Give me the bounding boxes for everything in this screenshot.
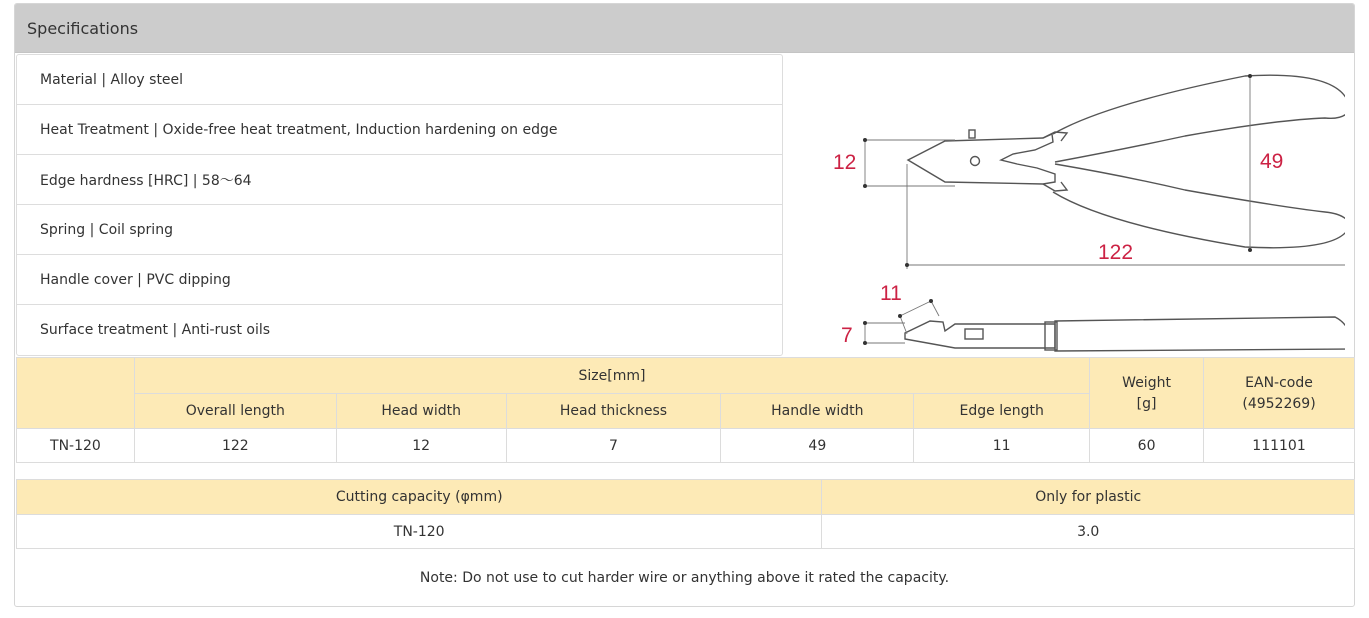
specifications-panel [14, 3, 1355, 607]
cell-head-width: 12 [336, 429, 506, 463]
size-table [16, 357, 1355, 463]
dim-head-width-label: 12 [833, 151, 857, 174]
spec-item-heat-treatment: Heat Treatment | Oxide-free heat treatment, Induction hardening on edge [17, 105, 782, 155]
ean-header-line2: (4952269) [1242, 395, 1316, 412]
size-group-header: Size[mm] [134, 358, 1089, 394]
panel-heading [15, 4, 1354, 53]
dim-handle-width-label: 49 [1260, 150, 1284, 173]
panel-title: Specifications [27, 19, 139, 38]
col-handle-width: Handle width [721, 394, 914, 429]
spec-item-edge-hardness: Edge hardness [HRC] | 58～64 [17, 155, 782, 205]
cell-head-thickness: 7 [506, 429, 721, 463]
capacity-model-cell: TN-120 [17, 515, 822, 549]
ean-header-line1: EAN-code [1245, 374, 1313, 391]
col-overall-length: Overall length [134, 394, 336, 429]
dimension-lines [865, 76, 1345, 343]
capacity-note: Note: Do not use to cut harder wire or anything above it rated the capacity. [419, 570, 950, 586]
cell-overall-length: 122 [134, 429, 336, 463]
model-header [17, 358, 135, 429]
capacity-header: Cutting capacity (φmm) [17, 480, 822, 515]
spec-item-material: Material | Alloy steel [17, 55, 782, 105]
dim-edge-length-label: 11 [880, 282, 902, 305]
weight-header-line2: [g] [1136, 395, 1157, 412]
col-edge-length: Edge length [914, 394, 1090, 429]
table-row [17, 515, 1355, 549]
weight-header-line1: Weight [1122, 374, 1171, 391]
cell-edge-length: 11 [914, 429, 1090, 463]
col-head-width: Head width [336, 394, 506, 429]
dim-head-thickness-label: 7 [841, 324, 853, 347]
weight-header [1090, 358, 1204, 429]
cell-ean: 111101 [1204, 429, 1355, 463]
cell-weight: 60 [1090, 429, 1204, 463]
spec-item-surface-treatment: Surface treatment | Anti-rust oils [40, 322, 271, 338]
ean-header [1204, 358, 1355, 429]
plastic-header: Only for plastic [822, 480, 1355, 515]
capacity-value-cell: 3.0 [822, 515, 1355, 549]
nipper-side-view [905, 317, 1345, 351]
col-head-thickness: Head thickness [506, 394, 721, 429]
capacity-table [16, 479, 1355, 549]
spec-list [16, 54, 783, 356]
dimension-dots [863, 74, 1345, 345]
cell-handle-width: 49 [721, 429, 914, 463]
spec-item-spring: Spring | Coil spring [17, 205, 782, 255]
cell-model: TN-120 [17, 429, 135, 463]
dim-overall-length-label: 122 [1098, 241, 1134, 264]
nipper-dimension-diagram [805, 64, 1345, 360]
table-row [17, 429, 1355, 463]
spec-item-handle-cover: Handle cover | PVC dipping [17, 255, 782, 305]
